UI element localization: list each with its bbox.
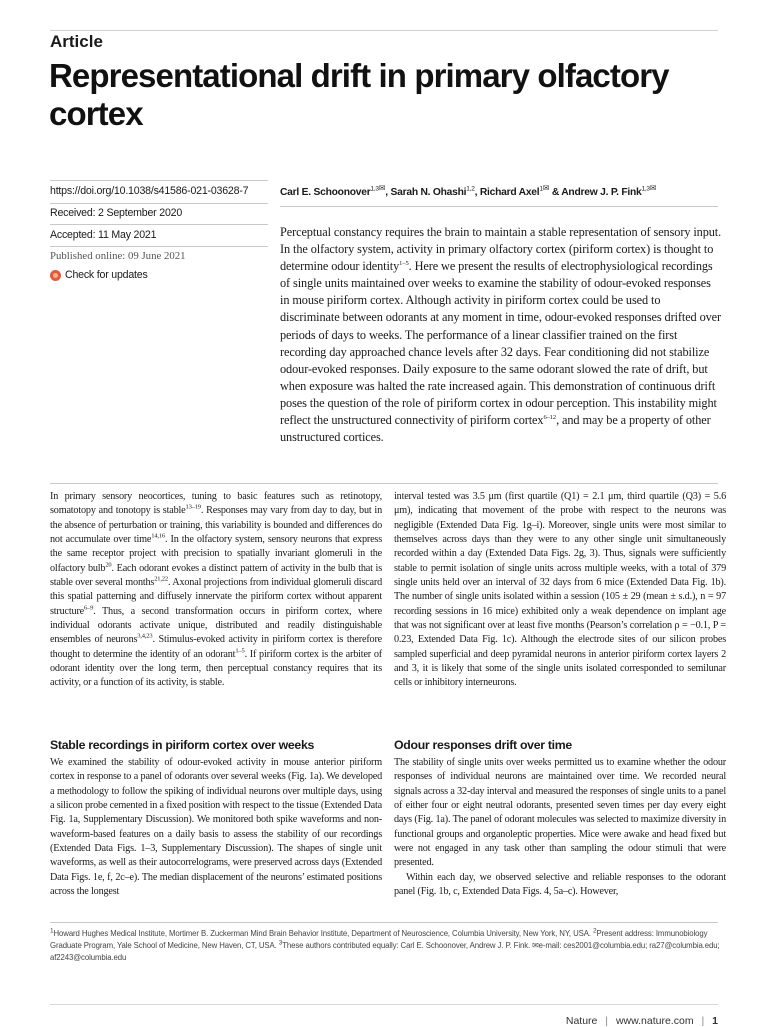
intro-paragraph: In primary sensory neocortices, tuning to basic features such as retinotopy, somatotopy and tonotopy is stable$^{13-19}$. Responses may vary from day to day, but in the absence of perturbation or training, this variability is bounded and differences do not accumulate over time$^{14,16}$. In the olfactory system, sensory neurons that express the same receptor project with precision to spatially invariant glomeruli in the olfactory bulb$^{20}$. Each odorant evokes a distinct pattern of activity in the bulb that is stable over several months$^{21,22}$. Axonal projections from individual glomeruli discard this spatial patterning and diffusely innervate the piriform cortex without apparent structure$^{6-9}$. Thus, a second transformation occurs in piriform cortex, where individual odorants activate unique, distributed and readily distinguishable ensembles of neurons$^{3,4,23}$. Stimulus-evoked activity in piriform cortex is therefore thought to determine the identity of an odorant$^{1-5}$. If piriform cortex is the arbiter of odorant identity over the long term, then perceptual constancy requires that its activity, or a function of its activity, is stable. xyxy=(50,491,383,689)
published-date: Published online: 09 June 2021 xyxy=(50,250,186,262)
footer-divider xyxy=(50,1004,718,1005)
envelope-icon[interactable]: ✉ xyxy=(542,183,550,193)
journal-name: Nature xyxy=(565,1015,598,1027)
article-title: Representational drift in primary olfactory cortex xyxy=(49,57,669,132)
body-paragraph: We examined the stability of odour-evoked activity in mouse anterior piriform cortex in response to a panel of odorants over several weeks (Fig. 1a). We developed a methodology to follow the spiking of individual neurons over multiple days, using a silicon probe cemented in a fixed position with respect to the tissue (Extended Data Fig. 1a, Supplementary Discussion). We monitored both spike waveforms and non-waveform-based features on a daily basis to assess the stability of our recordings (Extended Data Figs. 1–3, Supplementary Discussion). The shapes of single unit waveforms, as well as their autocorrelograms, were preserved across days (Extended Data Figs. 1e, f, 2c–e). The median displacement of the neurons’ estimated positions across the longest xyxy=(50,757,382,898)
author-list xyxy=(280,183,657,198)
affiliations-footnote: $^1$Howard Hughes Medical Institute, Mortimer B. Zuckerman Mind Brain Behavior Institute, Department of Neuroscience, Columbia University, New York, NY, USA. $^2$Present address: Immunobiology Graduate Program, Yale School of Medicine, New Haven, CT, USA. $^3$These authors contributed equally: Carl E. Schoonover, Andrew J. P. Fink. ✉e-mail: ces2001@columbia.edu; ra27@columbia.edu; af2243@columbia.edu xyxy=(50,927,720,962)
check-for-updates-button[interactable] xyxy=(50,269,148,281)
meta-divider xyxy=(50,246,268,247)
author-separator: , xyxy=(474,187,480,198)
body-divider xyxy=(50,483,718,484)
body-paragraph: interval tested was 3.5 μm (first quartile (Q1) = 2.1 μm, third quartile (Q3) = 5.6 μm), indicating that movement of the probe with respect to the neurons was negligible (Extended Data Fig. 1g–i). Moreover, single units were most similar to themselves across days than they were to any other single unit simultaneously recorded within a day (Extended Data Figs. 2g, 3). Thus, signals were sufficiently stable to permit isolation of single units across multiple weeks, with a total of 379 single units held over an interval of 32 days from 6 mice (Extended Data Fig. 1b). The number of single units isolated within a session (105 ± 29 (mean ± s.d.), n = 97 recording sessions in 16 mice) exhibited only a weak dependence on implant age that was not significant over at least five months (Pearson’s correlation ρ = −0.1, P = 0.23, Extended Data Fig. 1c). Although the electrode sites of our silicon probes sampled superficial and deep pyramidal neurons in anterior piriform cortex layers 2 and 3, it is likely that some of the single units isolated corresponded to semilunar cells or inhibitory interneurons. xyxy=(394,491,726,689)
footnote-divider xyxy=(50,922,718,923)
check-updates-label: Check for updates xyxy=(65,269,148,281)
email-addresses[interactable]: e-mail: ces2001@columbia.edu; ra27@columbia.edu; af2243@columbia.edu xyxy=(50,941,720,962)
envelope-icon[interactable]: ✉ xyxy=(649,183,657,193)
footer-separator: | xyxy=(605,1015,609,1027)
meta-divider xyxy=(50,224,268,225)
author-divider xyxy=(280,206,718,207)
envelope-icon[interactable]: ✉ xyxy=(378,183,386,193)
check-updates-icon xyxy=(50,270,61,281)
citation[interactable]: 6–12 xyxy=(543,413,557,421)
author-name[interactable]: Richard Axel xyxy=(479,187,540,198)
author-separator: & xyxy=(549,187,562,198)
section-heading: Stable recordings in piriform cortex over weeks xyxy=(50,738,315,752)
journal-site-link[interactable]: www.nature.com xyxy=(615,1015,694,1027)
author-separator: , xyxy=(385,187,391,198)
page-number: 1 xyxy=(712,1015,718,1027)
section-heading: Odour responses drift over time xyxy=(394,738,572,752)
abstract: Perceptual constancy requires the brain to maintain a stable representation of sensory input. In the olfactory system, activity in primary olfactory cortex (piriform cortex) is thought to determine odour identity$^{1-5}$. Here we present the results of electrophysiological recordings of single units maintained over weeks to examine the stability of odour-evoked responses in mouse piriform cortex. Although activity in piriform cortex could be used to discriminate between odorants at any moment in time, odour-evoked responses drifted over periods of days to weeks. The performance of a linear classifier trained on the first recording day approached chance levels after 32 days. Fear conditioning did not stabilize odour-evoked responses. Daily exposure to the same odorant slowed the rate of drift, but when exposure was halted the rate increased again. This demonstration of continuous drift poses the question of the role of piriform cortex in odour perception. This instability might reflect the unstructured connectivity of piriform cortex$^{6-12}$, and may be a property of other unstructured cortices. xyxy=(280,225,722,445)
body-paragraph: The stability of single units over weeks permitted us to examine whether the odour responses of individual neurons are maintained over time. We recorded neural signals across a 32-day interval and measured the responses of single units to a panel of either four or eight neutral odorants, presented seven times per day every eight days (Fig. 1a). The panel of odorant molecules was selected to maximize diversity in functional groups and organoleptic properties. Mice were awake and head fixed but were not engaged in any task other than sampling the odour stimuli that were presented. Within each day, we observed selective and reliable responses to the odorant panel (Fig. 1b, c, Extended Data Figs. 4, 5a–c). However, xyxy=(394,757,726,898)
footer-separator: | xyxy=(701,1015,705,1027)
meta-divider xyxy=(50,203,268,204)
envelope-icon: ✉ xyxy=(532,941,539,950)
citation[interactable]: 20 xyxy=(105,561,112,569)
author-affiliation: 1,3 xyxy=(370,185,379,193)
received-date: Received: 2 September 2020 xyxy=(50,207,183,219)
author-name[interactable]: Andrew J. P. Fink xyxy=(561,187,642,198)
author-name[interactable]: Carl E. Schoonover xyxy=(280,187,371,198)
citation[interactable]: 21,22 xyxy=(154,575,168,583)
citation[interactable]: 13–19 xyxy=(185,503,201,511)
author-affiliation: 1,3 xyxy=(641,185,650,193)
accepted-date: Accepted: 11 May 2021 xyxy=(50,229,157,241)
citation[interactable]: 3,4,23 xyxy=(137,633,153,641)
citation[interactable]: 14,16 xyxy=(151,532,165,540)
author-affiliation: 1,2 xyxy=(466,185,475,193)
article-type-label: Article xyxy=(50,32,103,51)
meta-divider xyxy=(50,180,268,181)
citation[interactable]: 1–5 xyxy=(399,260,409,268)
top-rule xyxy=(50,30,718,31)
page-footer xyxy=(566,1015,718,1027)
citation[interactable]: 1–5 xyxy=(235,647,245,655)
author-affiliation: 1 xyxy=(539,185,543,193)
doi-link[interactable]: https://doi.org/10.1038/s41586-021-03628-7 xyxy=(50,185,249,197)
author-name[interactable]: Sarah N. Ohashi xyxy=(390,187,467,198)
citation[interactable]: 6–9 xyxy=(84,604,94,612)
